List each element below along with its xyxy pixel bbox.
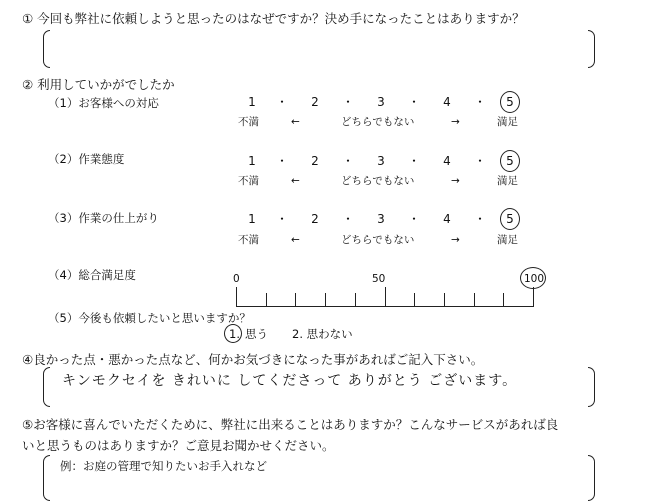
slider-tick [533,287,534,307]
scale-label-mid: どちらでもない [341,116,415,128]
arrow-right-icon: → [451,175,460,187]
selected-circle-mark [500,91,520,113]
slider-tick [474,293,475,307]
question-5-text-line-1: ⑤お客様に喜んでいただくために、弊社に出来ることはありますか？こんなサービスがあれば良 [22,417,559,432]
arrow-right-icon: → [451,116,460,128]
selected-circle-mark [224,324,242,343]
scale-num-4[interactable]: 4 [443,154,451,168]
selected-circle-mark [520,267,546,289]
option-2-label[interactable]: 2. 思わない [292,327,353,341]
answer-bracket-right [588,455,595,501]
answer-bracket-left [43,455,50,501]
scale-num-1[interactable]: 1 [248,212,256,226]
scale-separator: ・ [407,212,420,226]
slider-tick [266,293,267,307]
scale-num-1[interactable]: 1 [248,95,256,109]
slider-tick [414,293,415,307]
slider-tick-label-50: 50 [372,273,386,285]
arrow-left-icon: ← [291,175,300,187]
scale-num-3[interactable]: 3 [377,212,385,226]
slider-tick [503,293,504,307]
answer-bracket-right [588,367,595,407]
item-2-label: （2）作業態度 [48,152,125,166]
question-4-text: ④良かった点・悪かった点など、何かお気づきになった事があればご記入下さい。 [22,352,484,367]
scale-num-2[interactable]: 2 [311,212,319,226]
option-1-label[interactable]: 思う [245,327,268,341]
scale-num-5[interactable]: 5 [506,154,514,168]
scale-label-low: 不満 [238,116,259,128]
scale-label-low: 不満 [238,175,259,187]
slider-tick-label-100: 100 [524,273,545,285]
selected-circle-mark [500,208,520,230]
scale-separator: ・ [275,212,288,226]
slider-tick [355,293,356,307]
scale-label-high: 満足 [497,234,518,246]
scale-separator: ・ [407,95,420,109]
scale-label-mid: どちらでもない [341,175,415,187]
scale-num-2[interactable]: 2 [311,154,319,168]
scale-num-5[interactable]: 5 [506,212,514,226]
scale-num-3[interactable]: 3 [377,95,385,109]
question-2-title: ② 利用していかがでしたか [22,77,175,92]
scale-separator: ・ [275,95,288,109]
arrow-left-icon: ← [291,116,300,128]
slider-tick [385,287,386,307]
slider-tick-label-0: 0 [233,273,240,285]
scale-label-low: 不満 [238,234,259,246]
arrow-left-icon: ← [291,234,300,246]
slider-tick [444,293,445,307]
scale-num-4[interactable]: 4 [443,95,451,109]
scale-separator: ・ [473,154,486,168]
scale-separator: ・ [341,95,354,109]
option-1-number[interactable]: 1. [229,327,240,341]
slider-tick [236,287,237,307]
scale-separator: ・ [473,95,486,109]
scale-num-4[interactable]: 4 [443,212,451,226]
scale-separator: ・ [275,154,288,168]
question-5-text-line-2: いと思うものはありますか？ご意見お聞かせください。 [22,438,335,453]
scale-num-5[interactable]: 5 [506,95,514,109]
satisfaction-slider[interactable] [236,287,534,307]
item-1-label: （1）お客様への対応 [48,96,159,110]
question-5-example: 例：お庭の管理で知りたいお手入れなど [60,459,267,473]
answer-bracket-right [588,30,595,68]
question-1-text: ① 今回も弊社に依頼しようと思ったのはなぜですか？決め手になったことはありますか？ [22,11,525,26]
item-3-label: （3）作業の仕上がり [48,211,159,225]
slider-tick [295,293,296,307]
scale-num-2[interactable]: 2 [311,95,319,109]
question-4-answer[interactable]: キンモクセイを きれいに してくださって ありがとう ございます。 [62,373,518,389]
scale-label-mid: どちらでもない [341,234,415,246]
scale-separator: ・ [341,154,354,168]
scale-num-3[interactable]: 3 [377,154,385,168]
scale-label-high: 満足 [497,175,518,187]
selected-circle-mark [500,150,520,172]
scale-separator: ・ [407,154,420,168]
scale-label-high: 満足 [497,116,518,128]
slider-tick [325,293,326,307]
scale-num-1[interactable]: 1 [248,154,256,168]
scale-separator: ・ [341,212,354,226]
item-5-label: （5）今後も依頼したいと思いますか？ [48,311,251,325]
item-4-label: （4）総合満足度 [48,268,136,282]
arrow-right-icon: → [451,234,460,246]
scale-separator: ・ [473,212,486,226]
answer-bracket-left [43,367,50,407]
answer-bracket-left [43,30,50,68]
